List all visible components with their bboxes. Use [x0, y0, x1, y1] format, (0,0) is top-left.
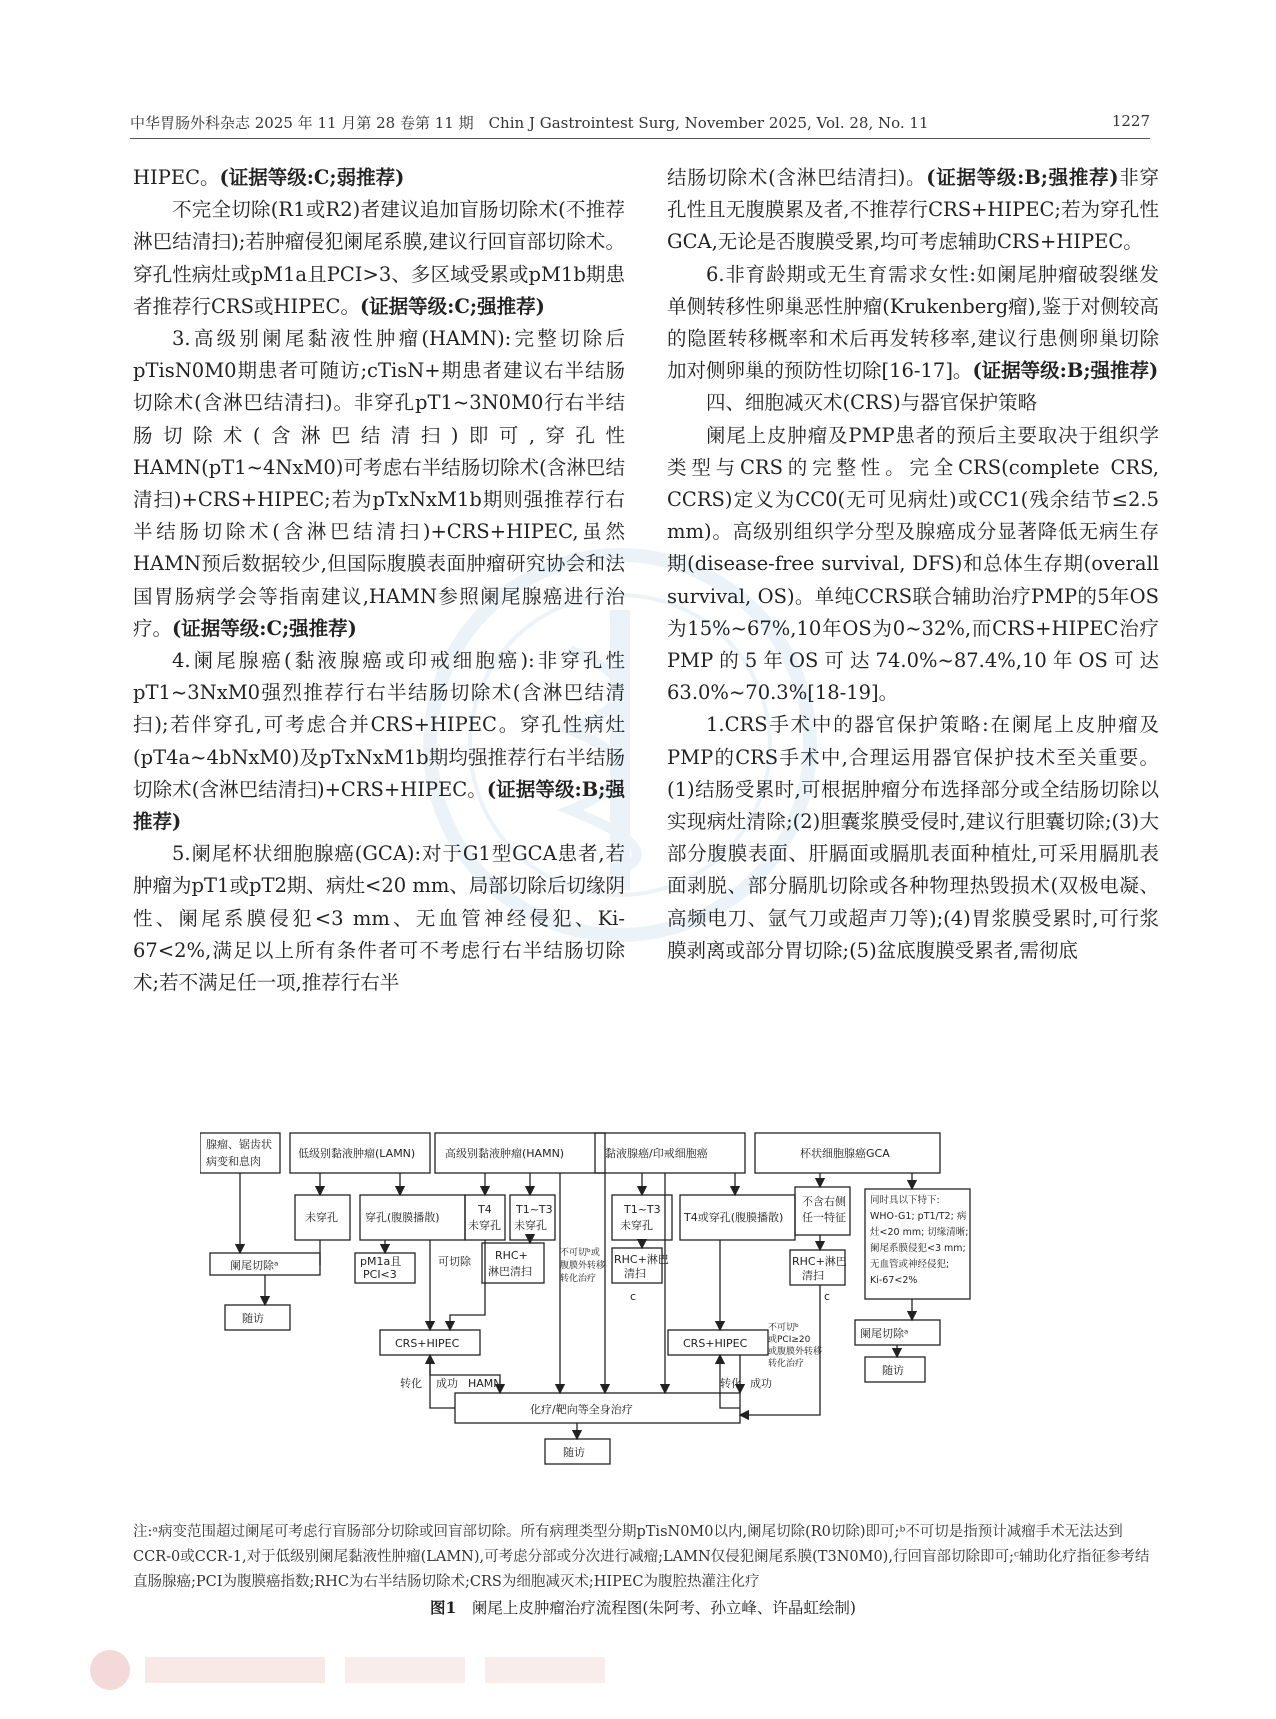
unres2-3: 或腹膜外转移 [768, 1347, 823, 1357]
crs-hipec-2: CRS+HIPEC [683, 1337, 748, 1350]
right-paragraph-1: 结肠切除术(含淋巴结清扫)。(证据等级:B;强推荐)非穿孔性且无腹膜累及者,不推荐行CRS+HIPEC;若为穿孔性GCA,无论是否腹膜受累,均可考虑辅助CRS+HIPEC。 [667, 166, 1159, 254]
unres-3: 转化治疗 [560, 1274, 597, 1284]
unres2-2: 或PCI≥20 [768, 1335, 811, 1345]
right-paragraph-4: 阑尾上皮肿瘤及PMP患者的预后主要取决于组织学类型与CRS的完整性。完全CRS(complete CRS, CCRS)定义为CC0(无可见病灶)或CC1(残余结节≤2.5 mm)。高级别组织学分型及腺癌成分显著降低无病生存期(disease-free survival, DFS)和总体生存期(overall survival, OS)。单纯CCRS联合辅助治疗PMP的5年OS为15%~67%,10年OS为0~32%,而CRS+HIPEC治疗PMP的5年OS可达74.0%~87.4%,10年OS可达63.0%~70.3%[18-19]。 [667, 423, 1159, 705]
c-mark-1: c [630, 1290, 637, 1303]
c-mark-2: c [824, 1290, 831, 1303]
caption-label: 图1 [430, 1598, 457, 1617]
right-paragraph-5: 1.CRS手术中的器官保护策略:在阑尾上皮肿瘤及PMP的CRS手术中,合理运用器官保护技术至关重要。(1)结肠受累时,可根据肿瘤分布选择部分或全结肠切除以实现病灶清除;(2)胆囊浆膜受侵时,建议行胆囊切除;(3)大部分腹膜表面、肝膈面或膈肌表面种植灶,可采用膈肌表面剥脱、部分膈肌切除或各种物理热毁损术(双极电凝、高频电刀、氩气刀或超声刀等);(4)胃浆膜受累时,可行浆膜剥离或部分胃切除;(5)盆底腹膜受累者,需彻底 [667, 713, 1159, 962]
gca-cond-2: 灶<20 mm; 切缘清晰; [870, 1227, 969, 1238]
gca-cond-3: 阑尾系膜侵犯<3 mm; [870, 1243, 966, 1254]
appendectomy-a: 阑尾切除ᵃ [230, 1259, 279, 1272]
flowchart-svg [200, 1125, 1120, 1505]
left-paragraph-2: 不完全切除(R1或R2)者建议追加盲肠切除术(不推荐淋巴结清扫);若肿瘤侵犯阑尾系膜,建议行回盲部切除术。穿孔性病灶或pM1a且PCI>3、多区域受累或pM1b期患者推荐行CRS或HIPEC。(证据等级:C;强推荐) [133, 198, 625, 318]
rhc3-a: RHC+淋巴 [792, 1255, 847, 1268]
right-column [667, 162, 1159, 967]
hamn-t13-b: 未穿孔 [514, 1219, 547, 1232]
followup-1: 随访 [242, 1312, 264, 1325]
box-hamn: 高级别黏液肿瘤(HAMN) [445, 1147, 565, 1160]
figure-note: 注:ᵃ病变范围超过阑尾可考虑行盲肠部分切除或回盲部切除。所有病理类型分期pTisN0M0以内,阑尾切除(R0切除)即可;ᵇ不可切是指预计减瘤手术无法达到CCR-0或CCR-1,对于低级别阑尾黏液性肿瘤(LAMN),可考虑分部或分次进行减瘤;LAMN仅侵犯阑尾系膜(T3N0M0),行回盲部切除即可;ᶜ辅助化疗指征参考结直肠腺癌;PCI为腹膜癌指数;RHC为右半结肠切除术;CRS为细胞减灭术;HIPEC为腹腔热灌注化疗 [133, 1524, 1150, 1590]
publisher-logo [85, 1645, 625, 1695]
left-column [133, 162, 625, 999]
rhc-b: 淋巴清扫 [488, 1265, 532, 1278]
figure-caption [133, 1596, 1153, 1618]
unres-2: 腹膜外转移 [560, 1261, 606, 1271]
appendectomy-b: 阑尾切除ᵃ [860, 1327, 909, 1340]
box-adenoma-line1: 腺瘤、锯齿状 [206, 1138, 272, 1151]
left-paragraph-1: HIPEC。(证据等级:C;弱推荐) [133, 166, 405, 189]
hamn-label: HAMN [468, 1377, 502, 1390]
rhc3-b: 清扫 [802, 1269, 824, 1282]
rhc2-a: RHC+淋巴 [614, 1253, 669, 1266]
running-header [130, 112, 1150, 133]
gca-no-a: 不含右侧 [802, 1195, 846, 1208]
crs-hipec-1: CRS+HIPEC [395, 1337, 460, 1350]
box-gca: 杯状细胞腺癌GCA [800, 1147, 890, 1160]
section-heading: 四、细胞减灭术(CRS)与器官保护策略 [706, 391, 1038, 415]
right-paragraph-2: 6.非育龄期或无生育需求女性:如阑尾肿瘤破裂继发单侧转移性卵巢恶性肿瘤(Krukenberg瘤),鉴于对侧较高的隐匿转移概率和术后再发转移率,建议行患侧卵巢切除加对侧卵巢的预防性切除[16-17]。(证据等级:B;强推荐) [667, 262, 1159, 383]
pm1a-b: PCI<3 [363, 1268, 397, 1281]
flowchart-figure [200, 1125, 1120, 1505]
box-mucinous: 黏液腺癌/印戒细胞癌 [605, 1147, 708, 1160]
gca-cond-0: 同时具以下特下: [870, 1195, 940, 1206]
gca-cond-1: WHO-G1; pT1/T2; 病 [870, 1211, 967, 1222]
ac-t4: T4或穿孔(腹膜播散) [684, 1211, 784, 1224]
resectable-label: 可切除 [438, 1255, 471, 1268]
unres2-1: 不可切ᵇ [768, 1323, 799, 1333]
left-paragraph-4: 4.阑尾腺癌(黏液腺癌或印戒细胞癌):非穿孔性pT1~3NxM0强烈推荐行右半结肠切除术(含淋巴结清扫);若伴穿孔,可考虑合并CRS+HIPEC。穿孔性病灶(pT4a~4bNxM0)及pTxNxM1b期均强推荐行右半结肠切除术(含淋巴结清扫)+CRS+HIPEC。(证据等级:B;强推荐) [133, 649, 625, 834]
hamn-t13-a: T1~T3 [516, 1203, 553, 1216]
rhc2-b: 清扫 [624, 1267, 646, 1280]
systemic-therapy: 化疗/靶向等全身治疗 [530, 1403, 633, 1416]
convert-label-2: 转化 [720, 1377, 742, 1390]
lamn-no-perf: 未穿孔 [305, 1211, 338, 1224]
journal-header: 中华胃肠外科杂志 2025 年 11 月第 28 卷第 11 期 Chin J Gastrointest Surg, November 2025, Vol. 28, No. 11 [130, 114, 929, 132]
box-lamn: 低级别黏液肿瘤(LAMN) [298, 1147, 416, 1160]
left-paragraph-5: 5.阑尾杯状细胞腺癌(GCA):对于G1型GCA患者,若肿瘤为pT1或pT2期、病灶<20 mm、局部切除后切缘阴性、阑尾系膜侵犯<3 mm、无血管神经侵犯、Ki-67<2%,满足以上所有条件者可不考虑行右半结肠切除术;若不满足任一项,推荐行右半 [133, 842, 625, 995]
ac-t13-a: T1~T3 [624, 1203, 661, 1216]
followup-2: 随访 [563, 1446, 585, 1459]
caption-text: 阑尾上皮肿瘤治疗流程图(朱阿考、孙立峰、许晶虹绘制) [471, 1599, 856, 1617]
convert-label-1: 转化 [400, 1377, 422, 1390]
followup-3: 随访 [882, 1364, 904, 1377]
success-label-1: 成功 [436, 1377, 458, 1390]
gca-cond-4: 无血管或神经侵犯; [870, 1259, 950, 1270]
pm1a-a: pM1a且 [360, 1255, 402, 1268]
success-label-2: 成功 [750, 1377, 772, 1390]
box-adenoma-line2: 病变和息肉 [206, 1155, 261, 1168]
ac-t13-b: 未穿孔 [620, 1219, 653, 1232]
gca-no-b: 任一特征 [802, 1211, 846, 1224]
unres2-4: 转化治疗 [768, 1359, 805, 1369]
header-rule [130, 138, 1150, 139]
page-number: 1227 [1111, 112, 1150, 130]
hamn-t4-b: 未穿孔 [468, 1219, 501, 1232]
left-paragraph-3: 3.高级别阑尾黏液性肿瘤(HAMN):完整切除后pTisN0M0期患者可随访;cTisN+期患者建议右半结肠切除术(含淋巴结清扫)。非穿孔pT1~3N0M0行右半结肠切除术(含淋巴结清扫)即可,穿孔性HAMN(pT1~4NxM0)可考虑右半结肠切除术(含淋巴结清扫)+CRS+HIPEC;若为pTxNxM1b期则强推荐行右半结肠切除术(含淋巴结清扫)+CRS+HIPEC,虽然HAMN预后数据较少,但国际腹膜表面肿瘤研究协会和法国胃肠病学会等指南建议,HAMN参照阑尾腺癌进行治疗。(证据等级:C;强推荐) [133, 327, 625, 640]
rhc-a: RHC+ [495, 1249, 528, 1262]
gca-cond-5: Ki-67<2% [870, 1275, 918, 1286]
lamn-perf: 穿孔(腹膜播散) [365, 1211, 440, 1224]
hamn-t4-a: T4 [478, 1203, 492, 1216]
unres-1: 不可切ᵇ或 [560, 1248, 600, 1258]
